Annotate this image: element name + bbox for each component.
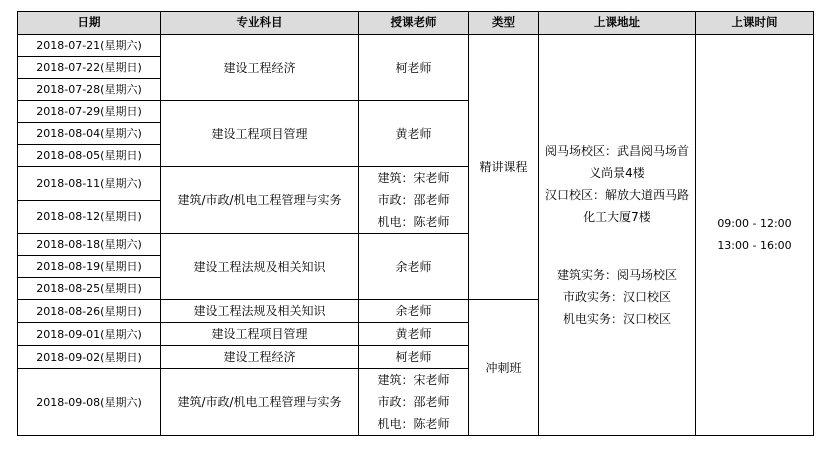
type-cell-intensive: 精讲课程 — [469, 35, 539, 300]
date-cell: 2018-07-29(星期日) — [18, 101, 161, 123]
subject-cell: 建筑/市政/机电工程管理与实务 — [161, 369, 359, 436]
date-cell: 2018-08-05(星期日) — [18, 145, 161, 167]
date-cell: 2018-08-18(星期六) — [18, 234, 161, 256]
header-time: 上课时间 — [696, 12, 814, 35]
address-line: 义尚景4楼 — [589, 166, 645, 180]
teacher-line: 市政：邵老师 — [377, 395, 450, 409]
table-row — [18, 35, 814, 57]
date-cell: 2018-08-19(星期日) — [18, 256, 161, 278]
schedule-table — [17, 11, 814, 436]
teacher-cell: 柯老师 — [359, 346, 469, 369]
teacher-cell: 余老师 — [359, 234, 469, 300]
teacher-cell — [359, 369, 469, 436]
teacher-line: 建筑：宋老师 — [377, 373, 450, 387]
header-type: 类型 — [469, 12, 539, 35]
subject-cell: 建设工程经济 — [161, 346, 359, 369]
header-row — [18, 12, 814, 35]
date-cell: 2018-07-21(星期六) — [18, 35, 161, 57]
teacher-cell: 柯老师 — [359, 35, 469, 101]
date-cell: 2018-07-22(星期日) — [18, 57, 161, 79]
subject-cell: 建设工程经济 — [161, 35, 359, 101]
subject-cell: 建设工程项目管理 — [161, 101, 359, 167]
time-morning: 09:00 - 12:00 — [717, 217, 792, 230]
date-cell: 2018-08-26(星期日) — [18, 300, 161, 323]
header-teacher: 授课老师 — [359, 12, 469, 35]
time-cell — [696, 35, 814, 436]
address-line: 机电实务：汉口校区 — [562, 312, 671, 326]
subject-cell: 建设工程法规及相关知识 — [161, 234, 359, 300]
date-cell: 2018-09-08(星期六) — [18, 369, 161, 436]
date-cell: 2018-08-11(星期六) — [18, 167, 161, 201]
header-date: 日期 — [18, 12, 161, 35]
teacher-cell: 黄老师 — [359, 101, 469, 167]
teacher-cell: 余老师 — [359, 300, 469, 323]
teacher-line: 机电：陈老师 — [377, 215, 450, 229]
address-line: 市政实务：汉口校区 — [562, 290, 671, 304]
teacher-line: 建筑：宋老师 — [377, 171, 450, 185]
subject-cell: 建筑/市政/机电工程管理与实务 — [161, 167, 359, 234]
header-address: 上课地址 — [539, 12, 696, 35]
date-cell: 2018-08-25(星期日) — [18, 278, 161, 300]
time-afternoon: 13:00 - 16:00 — [717, 239, 792, 252]
address-line: 汉口校区：解放大道西马路 — [544, 188, 689, 202]
address-line: 阅马场校区：武昌阅马场首 — [544, 144, 689, 158]
subject-cell: 建设工程项目管理 — [161, 323, 359, 346]
date-cell: 2018-07-28(星期六) — [18, 79, 161, 101]
date-cell: 2018-09-01(星期六) — [18, 323, 161, 346]
teacher-cell — [359, 167, 469, 234]
teacher-cell: 黄老师 — [359, 323, 469, 346]
address-cell — [539, 35, 696, 436]
subject-cell: 建设工程法规及相关知识 — [161, 300, 359, 323]
teacher-line: 机电：陈老师 — [377, 417, 450, 431]
header-subject: 专业科目 — [161, 12, 359, 35]
date-cell: 2018-08-12(星期日) — [18, 200, 161, 234]
type-cell-sprint: 冲刺班 — [469, 300, 539, 436]
date-cell: 2018-09-02(星期日) — [18, 346, 161, 369]
date-cell: 2018-08-04(星期六) — [18, 123, 161, 145]
address-line: 化工大厦7楼 — [583, 210, 651, 224]
address-line: 建筑实务：阅马场校区 — [556, 268, 677, 282]
teacher-line: 市政：邵老师 — [377, 193, 450, 207]
